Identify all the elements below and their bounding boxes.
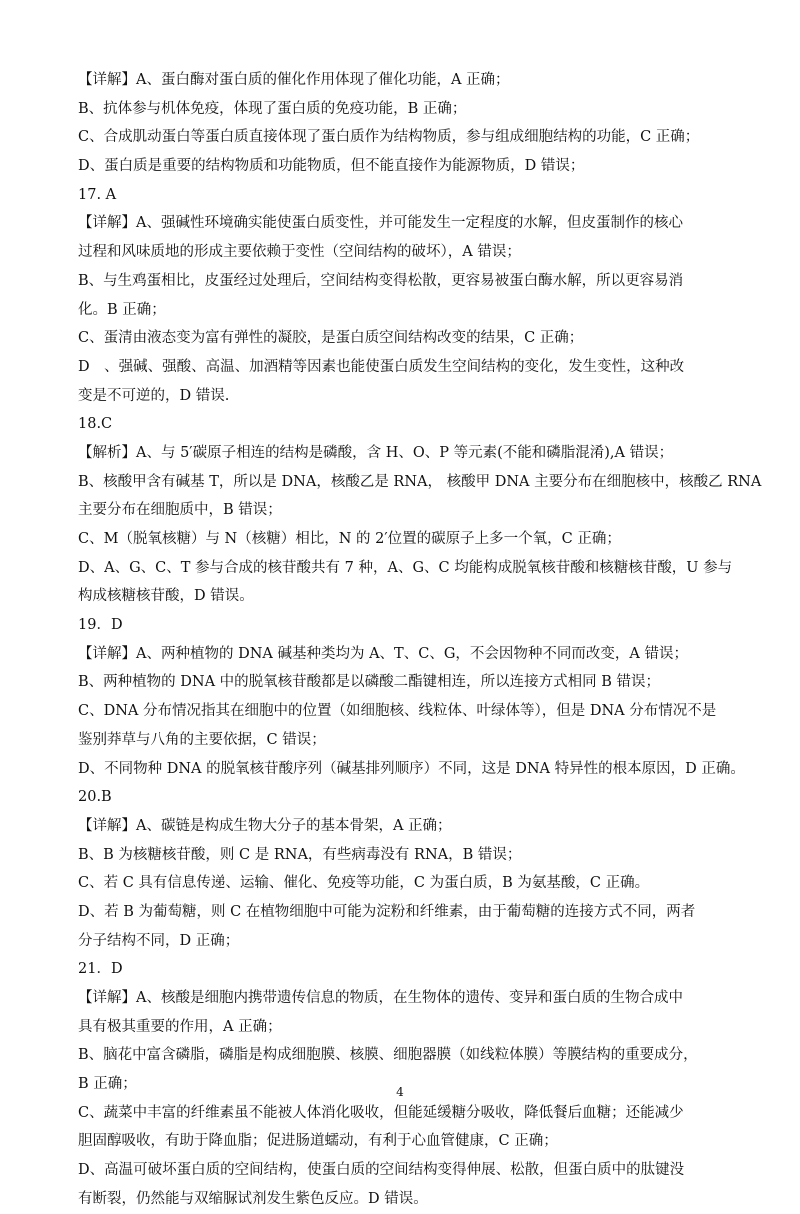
- text-line: 胆固醇吸收，有助于降血脂；促进肠道蠕动，有利于心血管健康，C 正确；: [78, 1133, 558, 1150]
- text-line: 18.C: [78, 416, 113, 433]
- text-line: 鉴别莽草与八角的主要依据，C 错误；: [78, 731, 326, 748]
- text-line: 具有极其重要的作用，A 正确；: [78, 1018, 282, 1035]
- text-line: D、不同物种 DNA 的脱氧核苷酸序列（碱基排列顺序）不同，这是 DNA 特异性的根本原因，D 正确。: [78, 760, 745, 777]
- text-line: B、两种植物的 DNA 中的脱氧核苷酸都是以磷酸二酯键相连，所以连接方式相同 B 错误；: [78, 674, 661, 691]
- text-line: B、与生鸡蛋相比，皮蛋经过处理后，空间结构变得松散，更容易被蛋白酶水解，所以更容易消: [78, 272, 684, 289]
- text-line: B、核酸甲含有碱基 T，所以是 DNA，核酸乙是 RNA， 核酸甲 DNA 主要分布在细胞核中，核酸乙 RNA: [78, 473, 762, 490]
- text-line: 【解析】A、与 5′碳原子相连的结构是磷酸，含 H、O、P 等元素(不能和磷脂混淆),A 错误；: [78, 444, 674, 461]
- text-line: D、高温可破坏蛋白质的空间结构，使蛋白质的空间结构变得伸展、松散，但蛋白质中的肽键没: [78, 1162, 685, 1179]
- page-number: 4: [396, 1085, 404, 1099]
- text-line: 【详解】A、蛋白酶对蛋白质的催化作用体现了催化功能，A 正确；: [78, 72, 510, 88]
- text-line: D 、强碱、强酸、高温、加酒精等因素也能使蛋白质发生空间结构的变化，发生变性，这种改: [78, 358, 685, 375]
- text-line: 【详解】A、强碱性环境确实能使蛋白质变性，并可能发生一定程度的水解，但皮蛋制作的核心: [78, 215, 683, 232]
- text-line: D、蛋白质是重要的结构物质和功能物质，但不能直接作为能源物质，D 错误；: [78, 158, 585, 175]
- text-line: C、合成肌动蛋白等蛋白质直接体现了蛋白质作为结构物质，参与组成细胞结构的功能，C 正确；: [78, 129, 700, 146]
- text-line: B、B 为核糖核苷酸，则 C 是 RNA，有些病毒没有 RNA，B 错误；: [78, 846, 522, 863]
- text-line: 17. A: [78, 186, 117, 203]
- text-line: 19．D: [78, 617, 123, 634]
- answer-explanations: [78, 66, 762, 1214]
- text-line: 过程和风味质地的形成主要依赖于变性（空间结构的破坏），A 错误；: [78, 244, 521, 261]
- text-line: B、脑花中富含磷脂，磷脂是构成细胞膜、核膜、细胞器膜（如线粒体膜）等膜结构的重要成分，: [78, 1047, 698, 1064]
- text-line: 变是不可逆的，D 错误.: [78, 387, 230, 404]
- text-line: D、若 B 为葡萄糖，则 C 在植物细胞中可能为淀粉和纤维素，由于葡萄糖的连接方式不同，两者: [78, 903, 696, 920]
- text-line: 分子结构不同，D 正确；: [78, 932, 240, 949]
- text-line: 【详解】A、两种植物的 DNA 碱基种类均为 A、T、C、G，不会因物种不同而改变，A 错误；: [78, 645, 688, 662]
- text-line: 有断裂，仍然能与双缩脲试剂发生紫色反应。D 错误。: [78, 1190, 428, 1207]
- text-line: C、DNA 分布情况指其在细胞中的位置（如细胞核、线粒体、叶绿体等），但是 DNA 分布情况不是: [78, 703, 717, 720]
- text-line: B、抗体参与机体免疫，体现了蛋白质的免疫功能，B 正确；: [78, 100, 467, 117]
- text-line: 化。B 正确；: [78, 301, 166, 318]
- text-line: B 正确；: [78, 1076, 137, 1093]
- text-line: D、A、G、C、T 参与合成的核苷酸共有 7 种，A、G、C 均能构成脱氧核苷酸和核糖核苷酸，U 参与: [78, 559, 733, 576]
- text-line: 20.B: [78, 789, 112, 806]
- text-line: 21．D: [78, 961, 123, 978]
- text-line: C、蛋清由液态变为富有弹性的凝胶，是蛋白质空间结构改变的结果，C 正确；: [78, 330, 584, 347]
- text-line: C、M（脱氧核糖）与 N（核糖）相比，N 的 2′位置的碳原子上多一个氧，C 正确；: [78, 531, 621, 547]
- text-line: 【详解】A、碳链是构成生物大分子的基本骨架，A 正确；: [78, 817, 452, 834]
- text-line: C、蔬菜中丰富的纤维素虽不能被人体消化吸收，但能延缓糖分吸收，降低餐后血糖；还能减少: [78, 1104, 684, 1121]
- text-line: 【详解】A、核酸是细胞内携带遗传信息的物质，在生物体的遗传、变异和蛋白质的生物合成中: [78, 990, 683, 1006]
- text-line: 主要分布在细胞质中，B 错误；: [78, 502, 282, 519]
- text-line: 构成核糖核苷酸，D 错误。: [78, 588, 254, 605]
- text-line: C、若 C 具有信息传递、运输、催化、免疫等功能，C 为蛋白质，B 为氨基酸，C 正确。: [78, 875, 650, 892]
